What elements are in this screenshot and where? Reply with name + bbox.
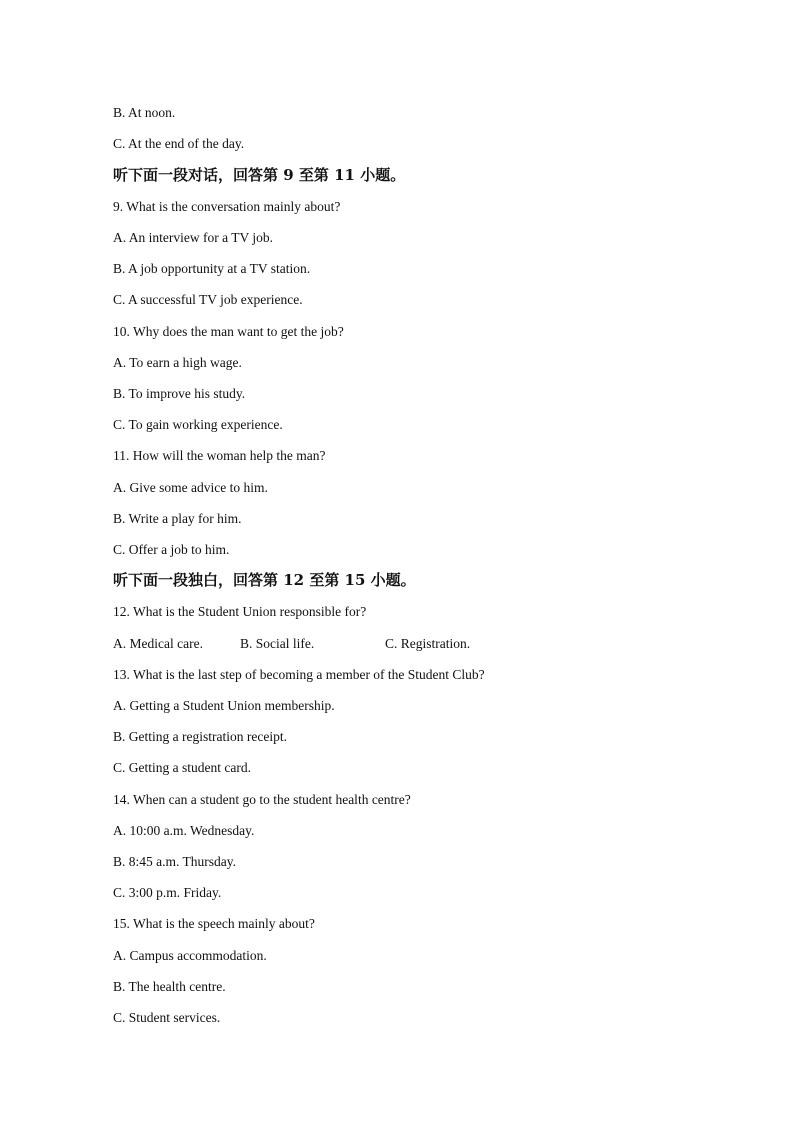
- q15-option-a: A. Campus accommodation.: [113, 948, 267, 963]
- q13-option-b: B. Getting a registration receipt.: [113, 729, 287, 744]
- q9-option-c: C. A successful TV job experience.: [113, 292, 303, 307]
- q9-option-b: B. A job opportunity at a TV station.: [113, 261, 311, 276]
- section-heading-dialogue: 听下面一段对话，回答第 9 至第 11 小题。: [113, 166, 406, 184]
- q8-option-c: C. At the end of the day.: [113, 136, 245, 151]
- question-10: 10. Why does the man want to get the job?: [113, 324, 344, 339]
- q11-option-b: B. Write a play for him.: [113, 511, 242, 526]
- q14-option-c: C. 3:00 p.m. Friday.: [113, 885, 222, 900]
- q15-option-c: C. Student services.: [113, 1010, 221, 1025]
- question-11: 11. How will the woman help the man?: [113, 448, 326, 463]
- q12-option-b: B. Social life.: [240, 636, 315, 651]
- question-9: 9. What is the conversation mainly about?: [113, 199, 341, 214]
- q10-option-a: A. To earn a high wage.: [113, 355, 242, 370]
- q8-option-b: B. At noon.: [113, 105, 176, 120]
- q11-option-c: C. Offer a job to him.: [113, 542, 230, 557]
- question-12: 12. What is the Student Union responsible for?: [113, 604, 367, 619]
- q9-option-a: A. An interview for a TV job.: [113, 230, 273, 245]
- question-13: 13. What is the last step of becoming a member of the Student Club?: [113, 667, 485, 682]
- q14-option-b: B. 8:45 a.m. Thursday.: [113, 854, 236, 869]
- q14-option-a: A. 10:00 a.m. Wednesday.: [113, 823, 255, 838]
- q10-option-c: C. To gain working experience.: [113, 417, 283, 432]
- q13-option-c: C. Getting a student card.: [113, 760, 251, 775]
- section-heading-monologue: 听下面一段独白，回答第 12 至第 15 小题。: [113, 571, 416, 589]
- q10-option-b: B. To improve his study.: [113, 386, 246, 401]
- question-14: 14. When can a student go to the student health centre?: [113, 792, 411, 807]
- q15-option-b: B. The health centre.: [113, 979, 226, 994]
- q12-option-c: C. Registration.: [385, 636, 471, 651]
- q13-option-a: A. Getting a Student Union membership.: [113, 698, 335, 713]
- question-15: 15. What is the speech mainly about?: [113, 916, 315, 931]
- q12-option-a: A. Medical care.: [113, 636, 203, 651]
- q11-option-a: A. Give some advice to him.: [113, 480, 268, 495]
